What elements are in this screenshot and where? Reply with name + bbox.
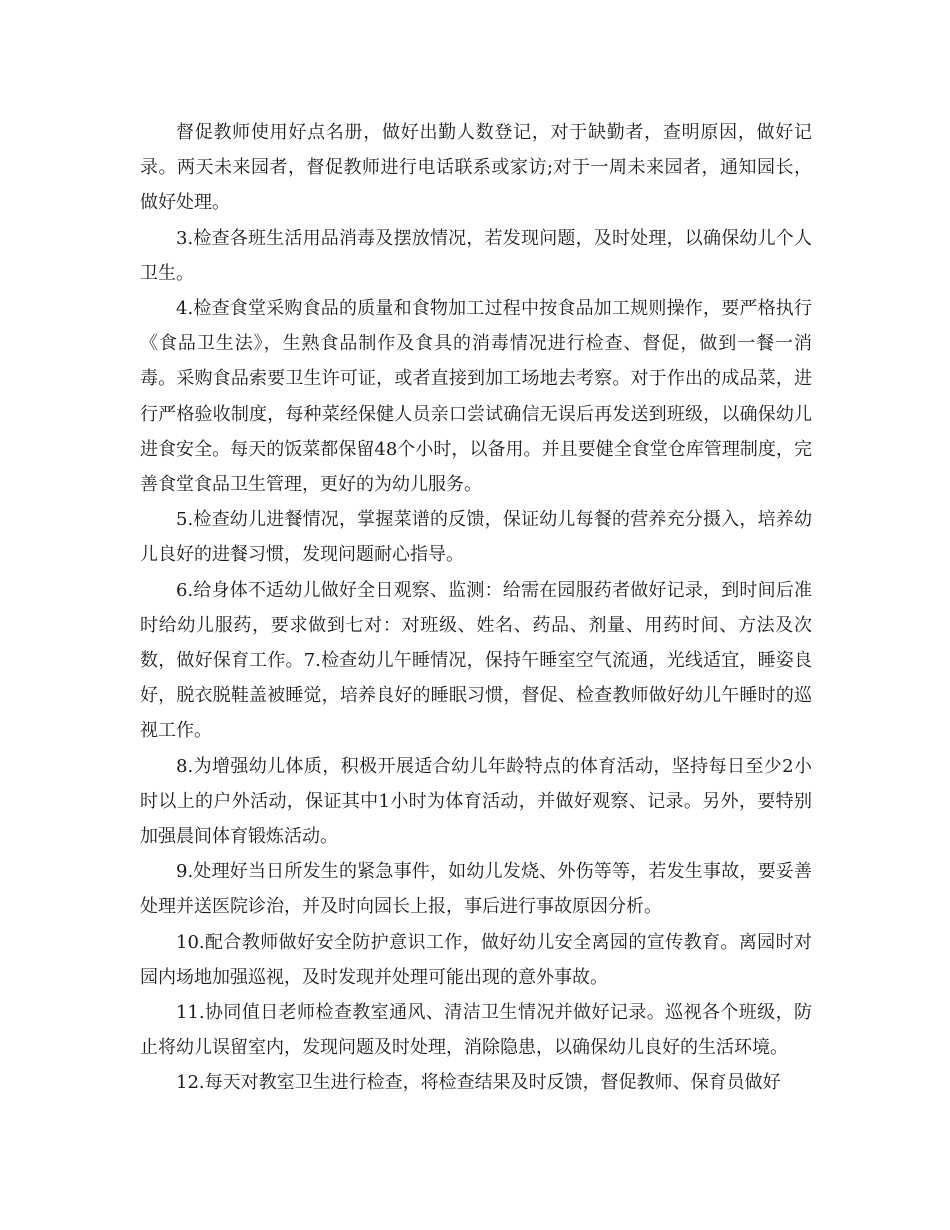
- paragraph-item-3: 3.检查各班生活用品消毒及摆放情况，若发现问题，及时处理，以确保幼儿个人卫生。: [140, 227, 812, 284]
- paragraph-item-10: 10.配合教师做好安全防护意识工作，做好幼儿安全离园的宣传教育。离园时对园内场地加强巡视，及时发现并处理可能出现的意外事故。: [140, 931, 812, 988]
- paragraph-item-11: 11.协同值日老师检查教室通风、清洁卫生情况并做好记录。巡视各个班级，防止将幼儿误留室内，发现问题及时处理，消除隐患，以确保幼儿良好的生活环境。: [140, 1002, 812, 1059]
- paragraph-item-4: 4.检查食堂采购食品的质量和食物加工过程中按食品加工规则操作，要严格执行《食品卫生法》，生熟食品制作及食具的消毒情况进行检查、督促，做到一餐一消毒。采购食品索要卫生许可证，或者直接到加工场地去考察。对于作出的成品菜，进行严格验收制度，每种菜经保健人员亲口尝试确信无误后再发送到班级，以确保幼儿进食安全。每天的饭菜都保留48个小时，以备用。并且要健全食堂仓库管理制度，完善食堂食品卫生管理，更好的为幼儿服务。: [140, 298, 812, 496]
- paragraph-item-12: 12.每天对教室卫生进行检查，将检查结果及时反馈，督促教师、保育员做好: [176, 1072, 781, 1094]
- paragraph-item-5: 5.检查幼儿进餐情况，掌握菜谱的反馈，保证幼儿每餐的营养充分摄入，培养幼儿良好的进餐习惯，发现问题耐心指导。: [140, 509, 812, 566]
- paragraph-item-6-7: 6.给身体不适幼儿做好全日观察、监测：给需在园服药者做好记录，到时间后准时给幼儿服药，要求做到七对：对班级、姓名、药品、剂量、用药时间、方法及次数，做好保育工作。7.检查幼儿午睡情况，保持午睡室空气流通，光线适宜，睡姿良好，脱衣脱鞋盖被睡觉，培养良好的睡眠习惯，督促、检查教师做好幼儿午睡时的巡视工作。: [140, 579, 812, 742]
- paragraph-item-9: 9.处理好当日所发生的紧急事件，如幼儿发烧、外伤等等，若发生事故，要妥善处理并送医院诊治，并及时向园长上报，事后进行事故原因分析。: [140, 861, 812, 918]
- paragraph-attendance: 督促教师使用好点名册，做好出勤人数登记，对于缺勤者，查明原因，做好记录。两天未来园者，督促教师进行电话联系或家访;对于一周未来园者，通知园长，做好处理。: [140, 122, 812, 214]
- document-page: [140, 115, 812, 1101]
- paragraph-item-8: 8.为增强幼儿体质，积极开展适合幼儿年龄特点的体育活动，坚持每日至少2小时以上的户外活动，保证其中1小时为体育活动，并做好观察、记录。另外，要特别加强晨间体育锻炼活动。: [140, 755, 812, 848]
